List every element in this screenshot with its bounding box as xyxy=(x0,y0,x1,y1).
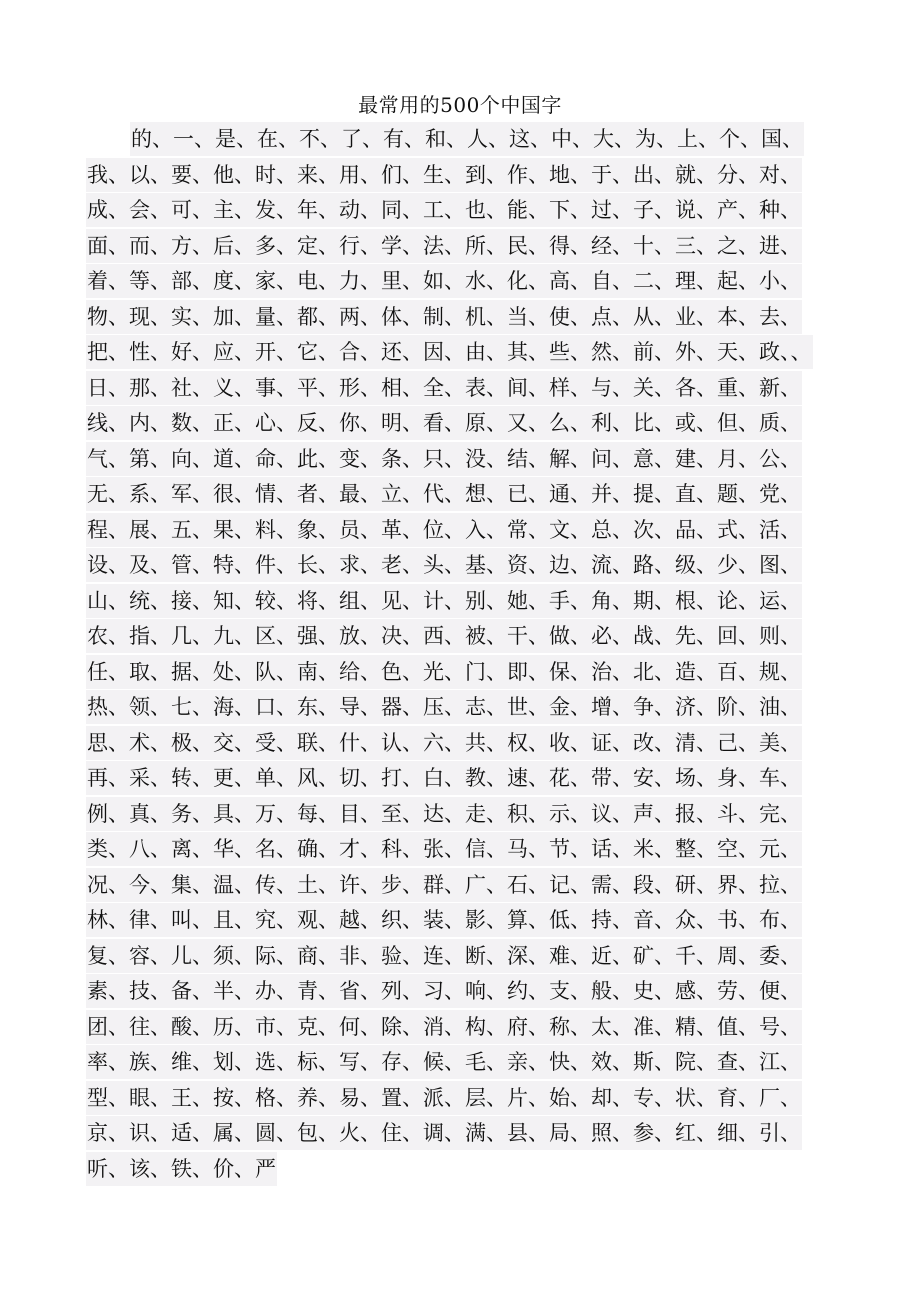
text-line xyxy=(86,868,846,904)
text-line xyxy=(86,1116,846,1152)
character-list xyxy=(86,122,846,1187)
line-text: 气、第、向、道、命、此、变、条、只、没、结、解、问、意、建、月、公、 xyxy=(86,442,802,476)
line-text: 林、律、叫、且、究、观、越、织、装、影、算、低、持、音、众、书、布、 xyxy=(86,903,802,937)
text-line xyxy=(86,797,846,833)
text-line xyxy=(86,974,846,1010)
text-line xyxy=(86,300,846,336)
text-line xyxy=(86,335,846,371)
line-text: 复、容、儿、须、际、商、非、验、连、断、深、难、近、矿、千、周、委、 xyxy=(86,939,802,973)
line-text: 听、该、铁、价、严 xyxy=(86,1152,277,1186)
text-line xyxy=(86,655,846,691)
line-text: 热、领、七、海、口、东、导、器、压、志、世、金、增、争、济、阶、油、 xyxy=(86,690,802,724)
text-line xyxy=(86,513,846,549)
text-line xyxy=(86,122,846,158)
text-line xyxy=(86,229,846,265)
text-line xyxy=(86,442,846,478)
text-line xyxy=(86,264,846,300)
line-text: 的、一、是、在、不、了、有、和、人、这、中、大、为、上、个、国、 xyxy=(130,122,804,156)
line-text: 团、往、酸、历、市、克、何、除、消、构、府、称、太、准、精、值、号、 xyxy=(86,1010,802,1044)
text-line xyxy=(86,1010,846,1046)
line-text: 成、会、可、主、发、年、动、同、工、也、能、下、过、子、说、产、种、 xyxy=(86,193,802,227)
line-text: 程、展、五、果、料、象、员、革、位、入、常、文、总、次、品、式、活、 xyxy=(86,513,802,547)
line-text: 况、今、集、温、传、土、许、步、群、广、石、记、需、段、研、界、拉、 xyxy=(86,868,802,902)
line-text: 类、八、离、华、名、确、才、科、张、信、马、节、话、米、整、空、元、 xyxy=(86,832,802,866)
line-text: 把、性、好、应、开、它、合、还、因、由、其、些、然、前、外、天、政、、 xyxy=(86,335,813,369)
document-title: 最常用的500个中国字 xyxy=(358,93,562,117)
text-line xyxy=(86,193,846,229)
line-text: 日、那、社、义、事、平、形、相、全、表、间、样、与、关、各、重、新、 xyxy=(86,371,802,405)
text-line xyxy=(86,1081,846,1117)
line-text: 着、等、部、度、家、电、力、里、如、水、化、高、自、二、理、起、小、 xyxy=(86,264,802,298)
text-line xyxy=(86,903,846,939)
text-line xyxy=(86,726,846,762)
line-text: 京、识、适、属、圆、包、火、住、调、满、县、局、照、参、红、细、引、 xyxy=(86,1116,802,1150)
text-line xyxy=(86,584,846,620)
line-text: 物、现、实、加、量、都、两、体、制、机、当、使、点、从、业、本、去、 xyxy=(86,300,802,334)
line-text: 型、眼、王、按、格、养、易、置、派、层、片、始、却、专、状、育、厂、 xyxy=(86,1081,802,1115)
line-text: 线、内、数、正、心、反、你、明、看、原、又、么、利、比、或、但、质、 xyxy=(86,406,802,440)
line-text: 山、统、接、知、较、将、组、见、计、别、她、手、角、期、根、论、运、 xyxy=(86,584,802,618)
line-text: 面、而、方、后、多、定、行、学、法、所、民、得、经、十、三、之、进、 xyxy=(86,229,802,263)
text-line xyxy=(86,1152,846,1188)
text-line xyxy=(86,548,846,584)
line-text: 设、及、管、特、件、长、求、老、头、基、资、边、流、路、级、少、图、 xyxy=(86,548,802,582)
text-line xyxy=(86,619,846,655)
text-line xyxy=(86,939,846,975)
line-text: 率、族、维、划、选、标、写、存、候、毛、亲、快、效、斯、院、查、江、 xyxy=(86,1045,802,1079)
line-text: 素、技、备、半、办、青、省、列、习、响、约、支、般、史、感、劳、便、 xyxy=(86,974,802,1008)
text-line xyxy=(86,1045,846,1081)
line-text: 无、系、军、很、情、者、最、立、代、想、已、通、并、提、直、题、党、 xyxy=(86,477,802,511)
text-line xyxy=(86,761,846,797)
text-line xyxy=(86,158,846,194)
line-text: 农、指、几、九、区、强、放、决、西、被、干、做、必、战、先、回、则、 xyxy=(86,619,802,653)
line-text: 例、真、务、具、万、每、目、至、达、走、积、示、议、声、报、斗、完、 xyxy=(86,797,802,831)
line-text: 我、以、要、他、时、来、用、们、生、到、作、地、于、出、就、分、对、 xyxy=(86,158,802,192)
text-line xyxy=(86,406,846,442)
line-text: 任、取、据、处、队、南、给、色、光、门、即、保、治、北、造、百、规、 xyxy=(86,655,802,689)
text-line xyxy=(86,832,846,868)
text-line xyxy=(86,690,846,726)
line-text: 再、采、转、更、单、风、切、打、白、教、速、花、带、安、场、身、车、 xyxy=(86,761,802,795)
line-text: 思、术、极、交、受、联、什、认、六、共、权、收、证、改、清、己、美、 xyxy=(86,726,802,760)
text-line xyxy=(86,477,846,513)
text-line xyxy=(86,371,846,407)
